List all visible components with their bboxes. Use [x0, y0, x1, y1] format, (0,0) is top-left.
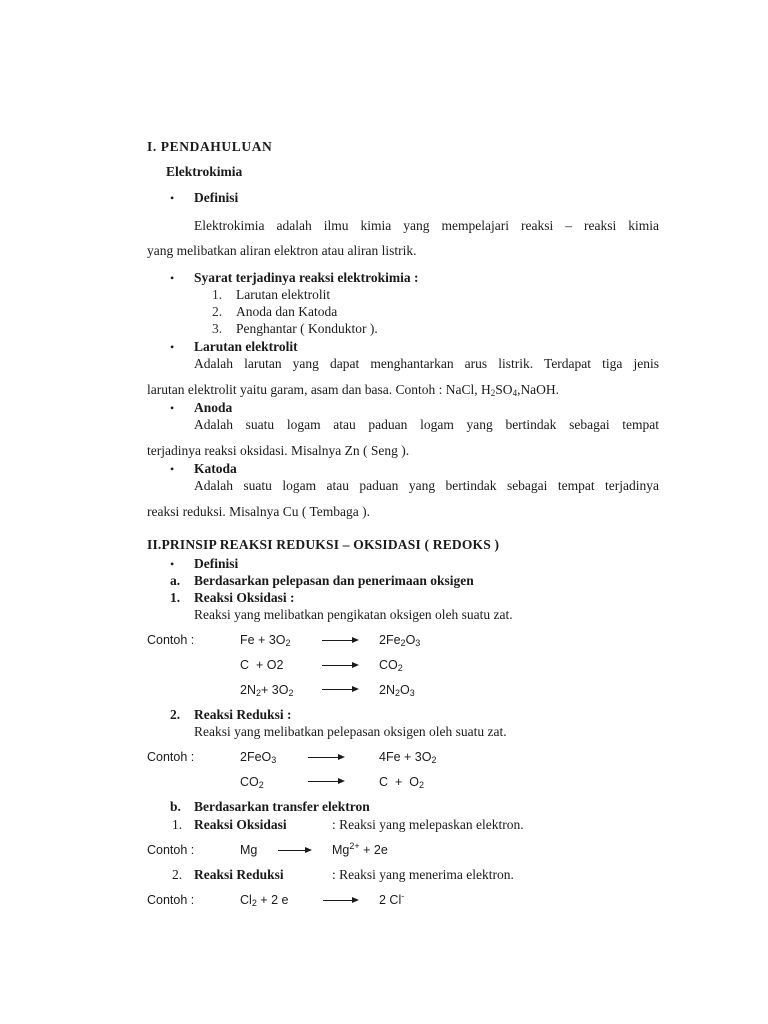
- list-item: Penghantar ( Konduktor ).: [236, 321, 378, 336]
- reaksi-oksidasi-title: Reaksi Oksidasi :: [194, 590, 295, 605]
- equation-lhs: C + O2: [240, 658, 284, 672]
- list-number: 2.: [212, 304, 223, 319]
- anoda-title: Anoda: [194, 400, 233, 415]
- list-number: 2.: [172, 867, 183, 882]
- equation-lhs: Mg: [240, 843, 258, 857]
- equation-rhs: $2N_2O_3$: [379, 683, 415, 698]
- list-number: 1.: [212, 287, 223, 302]
- syarat-title: Syarat terjadinya reaksi elektrokimia :: [194, 270, 419, 285]
- list-item: Larutan elektrolit: [236, 287, 331, 302]
- subsection-a-title: Berdasarkan pelepasan dan penerimaan oksigen: [194, 573, 474, 588]
- bullet-icon: •: [170, 191, 175, 205]
- equation-lhs: $CO_2$: [240, 775, 264, 790]
- katoda-paragraph-line2: reaksi reduksi. Misalnya Cu ( Tembaga ).: [147, 504, 371, 519]
- contoh-label: Contoh :: [147, 633, 195, 647]
- definisi-paragraph-line1: Elektrokimia adalah ilmu kimia yang mempelajari reaksi – reaksi kimia: [194, 218, 659, 233]
- bullet-icon: •: [170, 462, 175, 476]
- bullet-icon: •: [170, 340, 175, 354]
- list-item: Anoda dan Katoda: [236, 304, 338, 319]
- definisi-title: Definisi: [194, 190, 239, 205]
- reaksi-oksidasi-desc: Reaksi yang melibatkan pengikatan oksigen oleh suatu zat.: [194, 607, 513, 622]
- arrow-right-icon: [323, 900, 357, 901]
- anoda-paragraph-line2: terjadinya reaksi oksidasi. Misalnya Zn ( Seng ).: [147, 443, 410, 458]
- reaksi-oksidasi-desc-b: : Reaksi yang melepaskan elektron.: [332, 817, 524, 832]
- list-label-a: a.: [170, 573, 181, 588]
- equation-lhs: $2N_2+ 3O_2$: [240, 683, 294, 698]
- arrow-right-icon: [278, 850, 310, 851]
- larutan-paragraph-line1: Adalah larutan yang dapat menghantarkan arus listrik. Terdapat tiga jenis: [194, 356, 659, 371]
- reaksi-reduksi-desc: Reaksi yang melibatkan pelepasan oksigen oleh suatu zat.: [194, 724, 507, 739]
- equation-rhs: $CO_2$: [379, 658, 403, 673]
- equation-rhs: $2Fe_2O_3$: [379, 633, 421, 648]
- equation-rhs: $Mg^{2+} + 2e$: [332, 841, 388, 857]
- subheading-elektrokimia: Elektrokimia: [166, 164, 243, 179]
- katoda-title: Katoda: [194, 461, 237, 476]
- anoda-paragraph-line1: Adalah suatu logam atau paduan logam yang bertindak sebagai tempat: [194, 417, 659, 432]
- arrow-right-icon: [308, 757, 343, 758]
- katoda-paragraph-line1: Adalah suatu logam atau paduan yang bertindak sebagai tempat terjadinya: [194, 478, 659, 493]
- section-2-heading: II.PRINSIP REAKSI REDUKSI – OKSIDASI ( REDOKS ): [147, 537, 500, 552]
- equation-rhs: 2 Cl-: [379, 891, 405, 907]
- bullet-icon: •: [170, 557, 175, 571]
- contoh-label: Contoh :: [147, 893, 195, 907]
- arrow-right-icon: [322, 640, 357, 641]
- bullet-icon: •: [170, 271, 175, 285]
- list-number: 2.: [170, 707, 181, 722]
- arrow-right-icon: [322, 665, 357, 666]
- list-label-b: b.: [170, 799, 181, 814]
- larutan-title: Larutan elektrolit: [194, 339, 298, 354]
- equation-rhs: $C + O_2$: [379, 775, 424, 790]
- reaksi-reduksi-title: Reaksi Reduksi :: [194, 707, 292, 722]
- list-number: 3.: [212, 321, 223, 336]
- arrow-right-icon: [322, 689, 357, 690]
- larutan-paragraph-line2: larutan elektrolit yaitu garam, asam dan basa. Contoh : NaCl, $H_2SO_4,NaOH$.: [147, 382, 560, 398]
- arrow-right-icon: [308, 781, 343, 782]
- subsection-b-title: Berdasarkan transfer elektron: [194, 799, 370, 814]
- reaksi-oksidasi-title-b: Reaksi Oksidasi: [194, 817, 287, 832]
- definisi-paragraph-line2: yang melibatkan aliran elektron atau aliran listrik.: [147, 243, 417, 258]
- definisi-title-2: Definisi: [194, 556, 239, 571]
- contoh-label: Contoh :: [147, 843, 195, 857]
- list-number: 1.: [170, 590, 181, 605]
- equation-rhs: $4Fe + 3O_2$: [379, 750, 437, 765]
- section-1-heading: I. PENDAHULUAN: [147, 139, 273, 154]
- bullet-icon: •: [170, 401, 175, 415]
- equation-lhs: $Cl_2 + 2$ e: [240, 893, 289, 908]
- reaksi-reduksi-desc-b: : Reaksi yang menerima elektron.: [332, 867, 514, 882]
- reaksi-reduksi-title-b: Reaksi Reduksi: [194, 867, 284, 882]
- contoh-label: Contoh :: [147, 750, 195, 764]
- equation-lhs: $Fe + 3O_2$: [240, 633, 291, 648]
- equation-lhs: 2FeO$_3$: [240, 750, 277, 765]
- list-number: 1.: [172, 817, 183, 832]
